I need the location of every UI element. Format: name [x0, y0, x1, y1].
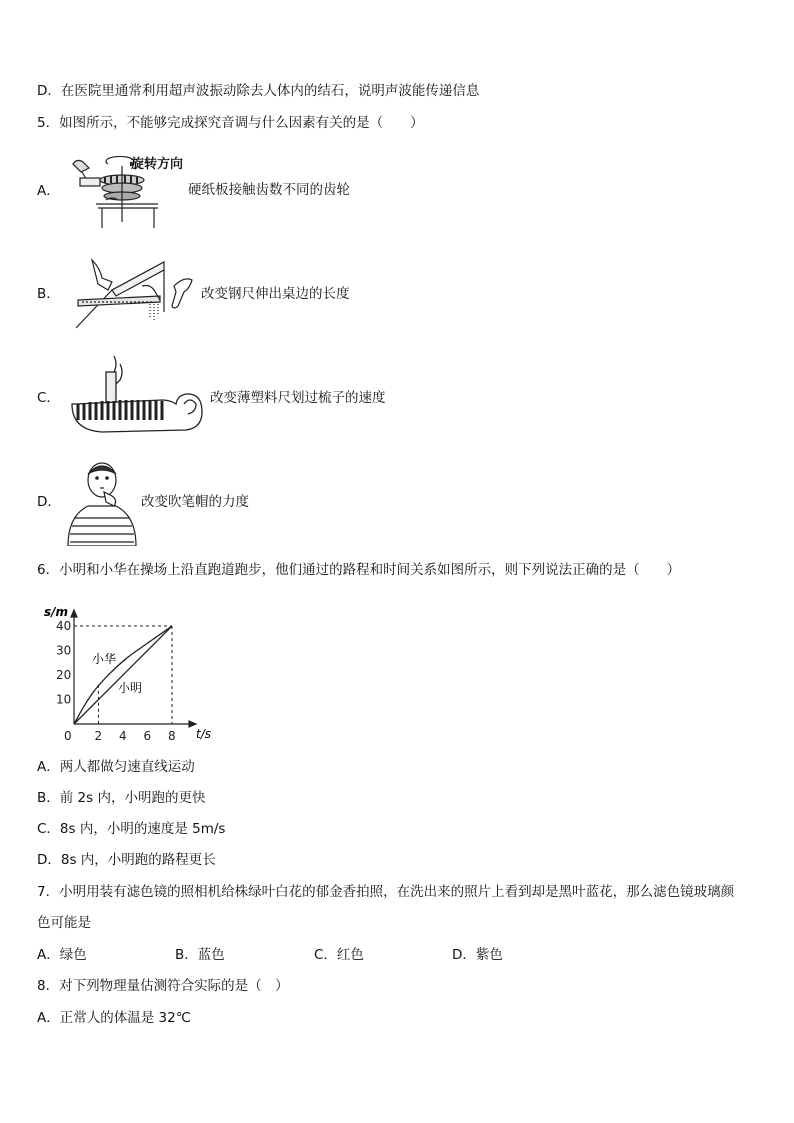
q5-option-a-label: A． — [37, 183, 60, 199]
x-tick-label: 4 — [119, 729, 127, 740]
q5-option-b-label: B． — [37, 286, 60, 302]
q7-options — [37, 945, 637, 965]
x-tick-label: 0 — [64, 729, 72, 740]
x-tick-label: 8 — [168, 729, 176, 740]
series-label-xiaoming: 小明 — [118, 681, 143, 695]
series-label-xiaohua: 小华 — [92, 652, 117, 666]
q7-option-d: D．紫色 — [452, 947, 503, 963]
y-tick-label: 30 — [56, 643, 72, 658]
x-tick-label: 6 — [143, 729, 152, 740]
q4-option-d: D．在医院里通常利用超声波振动除去人体内的结石，说明声波能传递信息 — [37, 83, 480, 99]
ruler-experiment-figure — [72, 256, 200, 330]
q5-option-d-label: D． — [37, 494, 61, 510]
q6-stem: 6．小明和小华在操场上沿直跑道跑步，他们通过的路程和时间关系如图所示，则下列说法正确的是（ ） — [37, 562, 681, 578]
q8-option-a: A．正常人的体温是 32℃ — [37, 1010, 191, 1026]
q6-option-a: A．两人都做匀速直线运动 — [37, 759, 195, 775]
q6-option-d: D．8s 内，小明跑的路程更长 — [37, 852, 216, 868]
boy-blowing-figure — [64, 458, 140, 546]
x-axis-label: t/s — [196, 727, 211, 740]
y-tick-label: 20 — [56, 668, 72, 682]
y-axis-arrow — [71, 610, 77, 617]
comb-experiment-figure — [66, 354, 206, 440]
y-axis-label: s/m — [44, 605, 69, 619]
q7-stem-line2: 色可能是 — [37, 915, 91, 931]
q5-option-b-text: 改变钢尺伸出桌边的长度 — [201, 286, 350, 302]
y-tick-label: 10 — [56, 692, 72, 707]
y-tick-label: 40 — [56, 619, 72, 633]
q7-stem-line1: 7．小明用装有滤色镜的照相机给株绿叶白花的郁金香拍照，在洗出来的照片上看到却是黑叶蓝花，那么滤色镜玻璃颜 — [37, 884, 735, 900]
x-tick-label: 2 — [94, 729, 103, 740]
q7-option-b: B．蓝色 — [175, 947, 225, 963]
q7-option-c: C．红色 — [314, 947, 364, 963]
q8-stem: 8．对下列物理量估测符合实际的是（ ） — [37, 978, 289, 994]
q5-stem: 5．如图所示，不能够完成探究音调与什么因素有关的是（ ） — [37, 115, 424, 131]
q5-option-d-text: 改变吹笔帽的力度 — [141, 494, 249, 510]
series-line-1 — [74, 626, 172, 724]
x-axis-arrow — [189, 721, 196, 727]
q5-option-a-text: 硬纸板接触齿数不同的齿轮 — [188, 182, 350, 198]
distance-time-chart — [36, 600, 216, 740]
q5-option-c-text: 改变薄塑料尺划过梳子的速度 — [210, 390, 386, 406]
q7-option-a: A．绿色 — [37, 947, 87, 963]
rotation-direction-caption: 旋转方向 — [131, 157, 184, 172]
q6-option-b: B．前 2s 内，小明跑的更快 — [37, 790, 206, 806]
q5-option-c-label: C． — [37, 390, 60, 406]
q6-option-c: C．8s 内，小明的速度是 5m/s — [37, 821, 226, 837]
